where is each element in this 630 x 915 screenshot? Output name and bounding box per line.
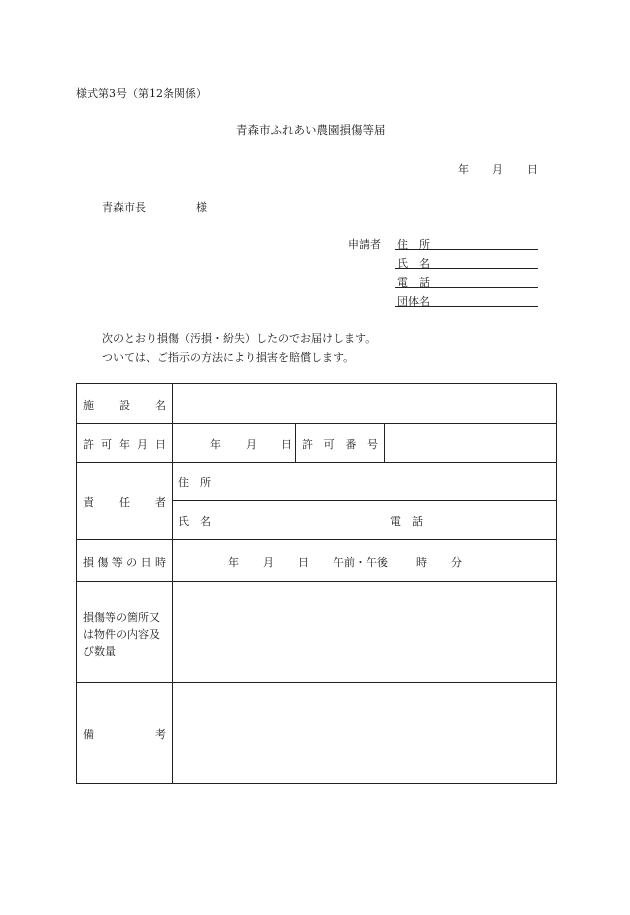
form-title: 青森市ふれあい農園損傷等届	[236, 123, 386, 137]
damage-month-label: 月	[263, 556, 274, 569]
applicant-phone-field[interactable]	[395, 287, 538, 288]
damage-ampm-label: 午前・午後	[333, 556, 388, 569]
damage-year-label: 年	[228, 556, 239, 569]
damage-datetime-label: 損 傷 等 の 日 時	[83, 556, 166, 569]
facility-label: 施 設 名	[83, 399, 166, 412]
date-month-label: 月	[492, 163, 503, 176]
damage-details-label: 損傷等の箇所又 は物件の内容及 び数量	[83, 611, 160, 658]
remarks-label: 備 考	[83, 728, 166, 741]
applicant-label: 申請者	[348, 238, 381, 251]
addressee-honorific: 様	[196, 201, 207, 214]
responsible-phone-label: 電 話	[390, 515, 423, 528]
applicant-address-label: 住 所	[397, 238, 430, 251]
applicant-name-field[interactable]	[395, 268, 538, 269]
responsible-label: 責 任 者	[83, 496, 166, 509]
applicant-group-field[interactable]	[395, 306, 538, 307]
permit-number-input[interactable]	[385, 424, 555, 461]
damage-day-label: 日	[298, 556, 309, 569]
applicant-group-label: 団体名	[397, 295, 430, 308]
applicant-phone-label: 電 話	[397, 276, 430, 289]
responsible-name-label: 氏 名	[178, 515, 211, 528]
addressee-name: 青森市長	[102, 201, 146, 214]
responsible-address-label: 住 所	[178, 476, 211, 489]
body-text-line1: 次のとおり損傷（汚損・紛失）したのでお届けします。	[102, 332, 377, 345]
permit-date-label: 許 可 年 月 日	[83, 438, 166, 451]
damage-hour-label: 時	[416, 556, 427, 569]
date-day-label: 日	[527, 163, 538, 176]
applicant-name-label: 氏 名	[397, 257, 430, 270]
date-year-label: 年	[458, 163, 469, 176]
permit-number-label: 許 可 番 号	[302, 438, 378, 451]
damage-report-table	[76, 383, 557, 784]
damage-minute-label: 分	[451, 556, 462, 569]
applicant-address-field[interactable]	[395, 249, 538, 250]
facility-input[interactable]	[173, 385, 555, 422]
remarks-input[interactable]	[173, 683, 555, 782]
permit-month-label: 月	[246, 438, 257, 451]
permit-day-label: 日	[281, 438, 292, 451]
damage-details-input[interactable]	[173, 582, 555, 681]
form-number: 様式第3号（第12条関係）	[76, 87, 207, 100]
permit-year-label: 年	[210, 438, 221, 451]
body-text-line2: ついては、ご指示の方法により損害を賠償します。	[102, 351, 355, 364]
